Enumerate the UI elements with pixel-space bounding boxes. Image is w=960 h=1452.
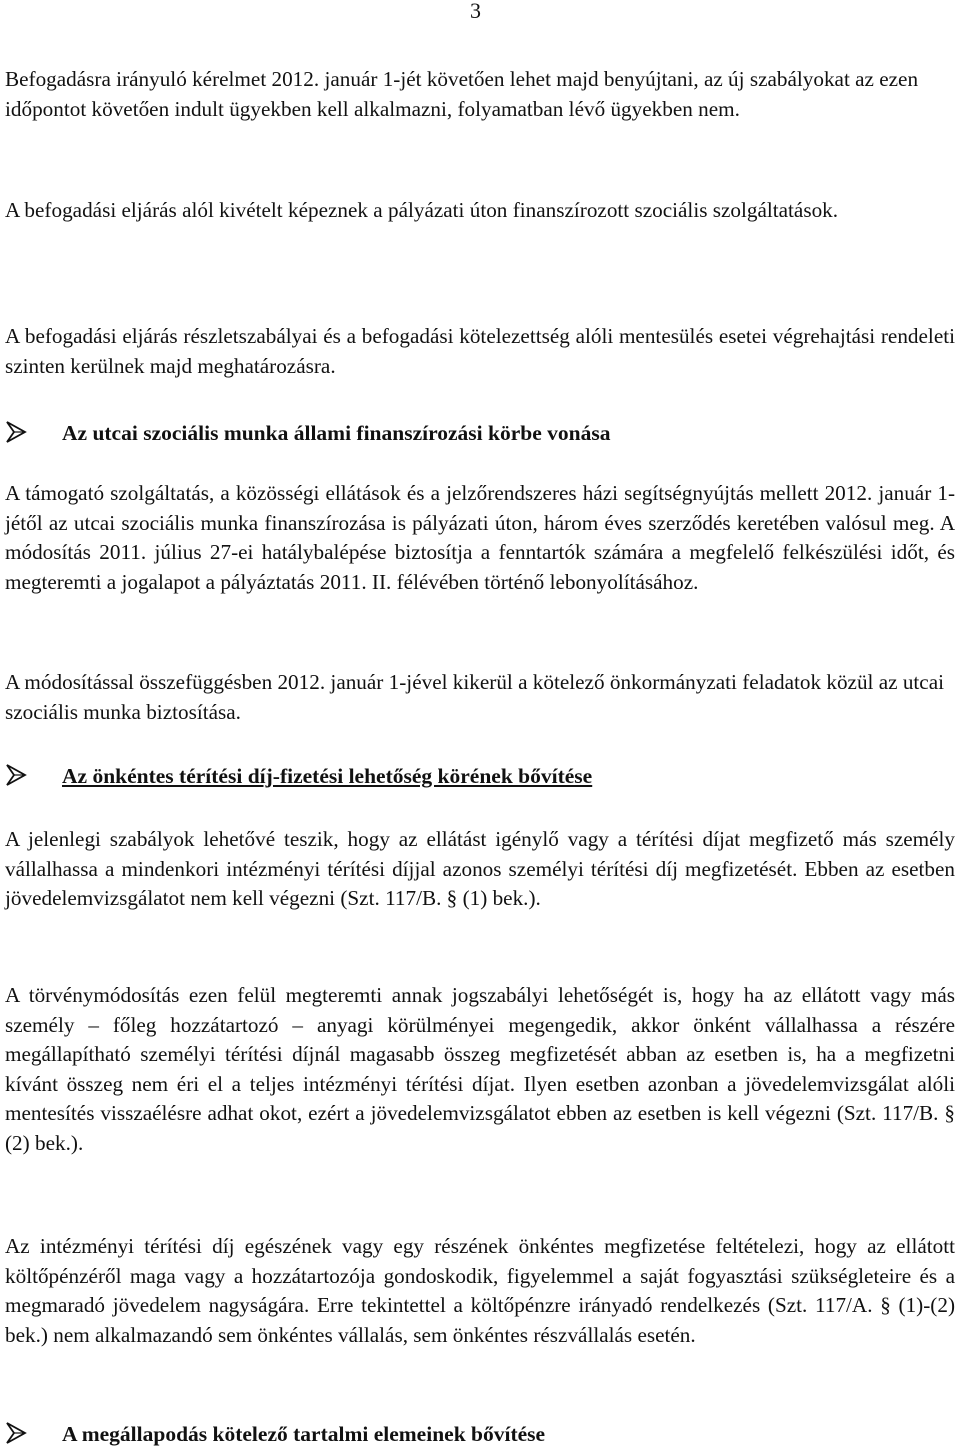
paragraph-1: Befogadásra irányuló kérelmet 2012. január 1-jét követően lehet majd benyújtani, az új szabályokat az ezen időpontot követően indult ügyekben kell alkalmazni, folyamatban lévő ügyekben nem. [5,67,919,121]
section-heading-1-text: Az utcai szociális munka állami finanszírozási körbe vonása [62,421,611,445]
arrowhead-bullet-icon [5,1421,27,1445]
paragraph-4: A támogató szolgáltatás, a közösségi ellátások és a jelzőrendszeres házi segítségnyújtás mellett 2012. január 1-jétől az utcai szociális munka finanszírozása is pályázati úton, három éves szerződés keretében valósul meg. A módosítás 2011. július 27-ei hatálybalépése biztosítja a fenntartók számára a megfelelő felkészülési időt, és megteremti a jogalapot a pályáztatás 2011. II. félévében történő lebonyolításához. [5,481,955,594]
paragraph-6: A jelenlegi szabályok lehetővé teszik, hogy az ellátást igénylő vagy a térítési díjat megfizető más személy vállalhassa a mindenkori intézményi térítési díjjal azonos személyi térítési díj megfizetését. Ebben az esetben jövedelemvizsgálatot nem kell végezni (Szt. 117/B. § (1) bek.). [5,827,955,910]
paragraph-3: A befogadási eljárás részletszabályai és a befogadási kötelezettség alóli mentesülés esetei végrehajtási rendeleti szinten kerülnek majd meghatározásra. [5,324,955,378]
page-number: 3 [470,0,481,23]
arrowhead-bullet-icon [5,420,27,444]
section-heading-2-text: Az önkéntes térítési díj-fizetési lehetőség körének bővítése [62,764,593,788]
paragraph-2: A befogadási eljárás alól kivételt képeznek a pályázati úton finanszírozott szociális szolgáltatások. [5,198,839,222]
arrowhead-bullet-icon [5,763,27,787]
paragraph-5: A módosítással összefüggésben 2012. január 1-jével kikerül a kötelező önkormányzati feladatok közül az utcai szociális munka biztosítása. [5,670,945,724]
section-heading-3-text: A megállapodás kötelező tartalmi elemeinek bővítése [62,1422,546,1446]
paragraph-7: A törvénymódosítás ezen felül megteremti annak jogszabályi lehetőségét is, hogy ha az ellátott vagy más személy – főleg hozzátartozó – anyagi körülményei megengedik, akkor önként vállalhassa a részére megállapítható személyi térítési díjnál magasabb összeg megfizetését abban az esetben is, ha a megfizetni kívánt összeg nem éri el a teljes intézményi térítési díjat. Ilyen esetben azonban a jövedelemvizsgálat alóli mentesítés visszaélésre adhat okot, ezért a jövedelemvizsgálatot ebben az esetben is kell végezni (Szt. 117/B. § (2) bek.). [5,983,955,1155]
paragraph-8: Az intézményi térítési díj egészének vagy egy részének önkéntes megfizetése feltételezi, hogy az ellátott költőpénzéről maga vagy a hozzátartozója gondoskodik, figyelemmel a saját fogyasztási szükségleteire és a megmaradó jövedelem nagyságára. Erre tekintettel a költőpénzre irányadó rendelkezés (Szt. 117/A. § (1)-(2) bek.) nem alkalmazandó sem önkéntes vállalás, sem önkéntes részvállalás esetén. [5,1234,955,1347]
